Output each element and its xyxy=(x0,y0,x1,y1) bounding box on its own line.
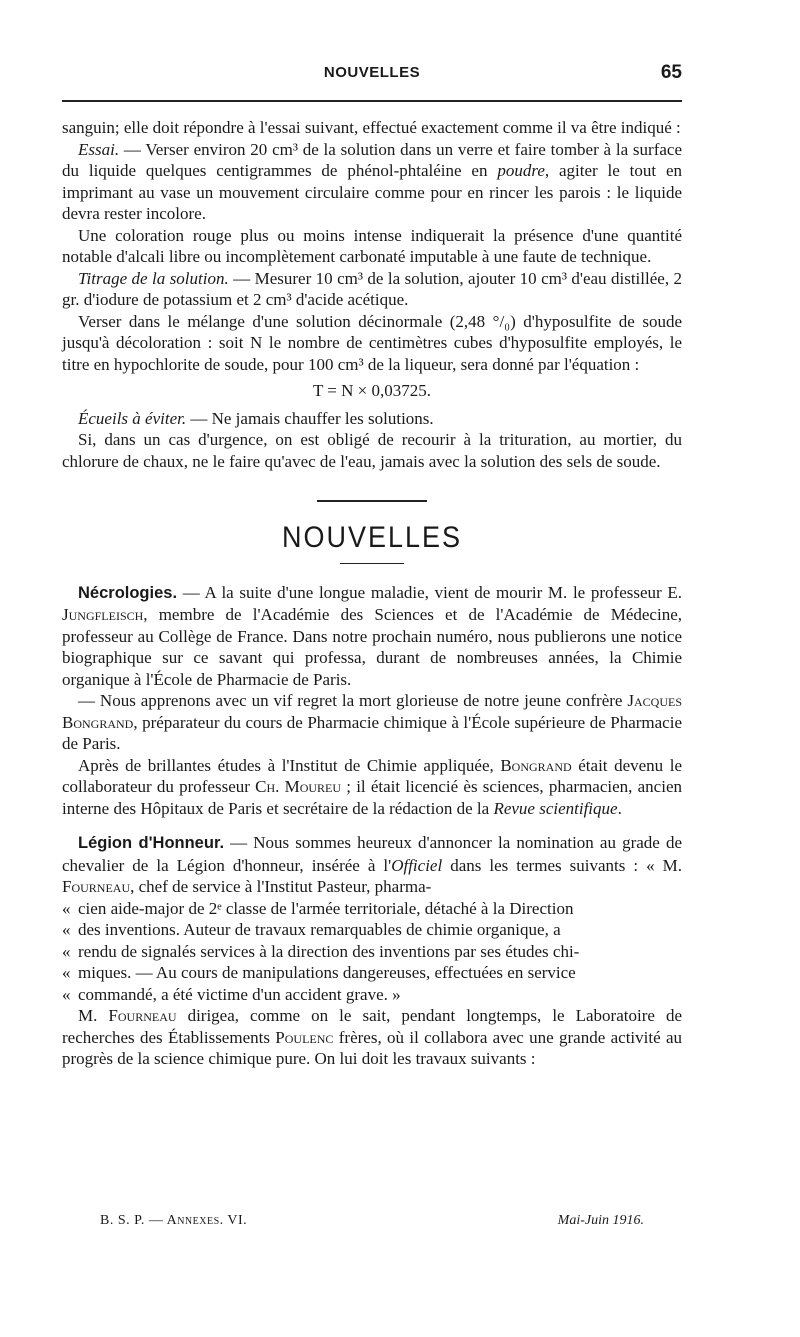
person-name: Jungfleisch xyxy=(62,605,144,625)
essai-text: — Verser environ 20 cm³ de la solution dans un verre et faire tomber à la surface du liquide quelques centigrammes de phénol-phtaléine en xyxy=(62,139,682,180)
quote-mark: « xyxy=(62,920,71,940)
section-separator xyxy=(317,500,427,502)
ecueils-label: Écueils à éviter. xyxy=(78,408,187,428)
coloration-paragraph: Une coloration rouge plus ou moins intense indiquerait la présence d'une quantité notable d'alcali libre ou incomplètement carbonaté imputable à une faute de technique. xyxy=(62,225,682,266)
person-name: Bongrand xyxy=(500,755,572,775)
header-rule xyxy=(62,100,682,102)
quote-text: commandé, a été victime d'un accident grave. » xyxy=(78,984,401,1004)
quote-line xyxy=(62,898,682,920)
bongrand-paragraph xyxy=(62,690,682,755)
fourneau-text: M. xyxy=(78,1006,109,1026)
quote-mark: « xyxy=(62,963,71,983)
quote-text: miques. — Au cours de manipulations dangereuses, effectuées en service xyxy=(78,963,576,983)
continuation-paragraph: sanguin; elle doit répondre à l'essai suivant, effectué exactement comme il va être indiqué : xyxy=(62,118,681,137)
quote-mark: « xyxy=(62,984,71,1004)
necrologies-paragraph xyxy=(62,582,682,691)
ecueils-paragraph xyxy=(62,408,682,430)
necrologies-text: — A la suite d'une longue maladie, vient de mourir M. le professeur E. xyxy=(177,582,682,602)
legion-paragraph xyxy=(62,832,682,898)
essai-paragraph xyxy=(62,139,682,225)
essai-label: Essai. xyxy=(78,139,120,159)
page-number: 65 xyxy=(660,62,682,83)
officiel-title: Officiel xyxy=(391,855,443,875)
etudes-text-mid2: ; il était licencié ès sciences, pharmacien, ancien interne des Hôpitaux de Paris et secrétaire de la rédaction de la xyxy=(62,777,682,818)
quote-text: des inventions. Auteur de travaux remarquables de chimie organique, a xyxy=(78,920,561,940)
legion-text-mid: dans les termes suivants : « M. xyxy=(442,855,682,875)
person-name: Ch. Moureu xyxy=(255,777,342,797)
etudes-text: Après de brillantes études à l'Institut de Chimie appliquée, xyxy=(78,755,501,775)
legion-lead: Légion d'Honneur. xyxy=(78,834,225,853)
person-name: Fourneau xyxy=(108,1006,177,1026)
equation: T = N × 0,03725. xyxy=(312,381,432,400)
fourneau-text-end: frères, où il collabora avec une grande activité au progrès de la science chimique pure. On lui doit les travaux suivants : xyxy=(62,1027,683,1069)
footer-right: Mai-Juin 1916. xyxy=(557,1213,644,1228)
essai-italic: poudre xyxy=(497,161,545,180)
necrologies-lead: Nécrologies. xyxy=(78,583,178,602)
bongrand-text-end: , préparateur du cours de Pharmacie chimique à l'École supérieure de Pharmacie de Paris. xyxy=(62,712,682,754)
fourneau-paragraph xyxy=(62,1005,682,1070)
page-footer xyxy=(62,1213,682,1233)
quote-text: cien aide-major de 2ᵉ classe de l'armée territoriale, détaché à la Direction xyxy=(78,898,574,918)
company-name: Poulenc xyxy=(275,1027,334,1047)
quote-line xyxy=(62,984,682,1006)
etudes-text-end: . xyxy=(617,798,622,818)
quote-text: rendu de signalés services à la direction des inventions par ses études chi- xyxy=(78,941,580,961)
titrage-paragraph xyxy=(62,268,682,311)
titrage-label: Titrage de la solution. xyxy=(78,268,229,288)
bongrand-text: — Nous apprenons avec un vif regret la mort glorieuse de notre jeune confrère xyxy=(78,691,628,711)
quote-line xyxy=(62,962,682,984)
fourneau-text-mid: dirigea, comme on le sait, pendant longtemps, le Laboratoire de recherches des Établissements xyxy=(62,1006,682,1047)
ecueils-text: — Ne jamais chauffer les solutions. xyxy=(186,408,434,428)
legion-text: — Nous sommes heureux d'annoncer la nomination au grade de chevalier de la Légion d'honneur, insérée à l' xyxy=(62,833,683,875)
person-name: Jacques Bongrand xyxy=(62,691,682,732)
quote-line xyxy=(62,919,682,941)
title-rule xyxy=(340,563,404,564)
revue-title: Revue scientifique xyxy=(493,798,618,818)
legion-text-end: , chef de service à l'Institut Pasteur, pharma- xyxy=(130,877,432,897)
section-title: NOUVELLES xyxy=(281,519,463,553)
spacer xyxy=(62,819,682,832)
etudes-paragraph xyxy=(62,755,682,820)
quote-mark: « xyxy=(62,898,71,918)
quote-mark: « xyxy=(62,941,71,961)
running-title: NOUVELLES xyxy=(323,64,421,81)
person-name: Fourneau xyxy=(62,877,131,897)
urgence-paragraph: Si, dans un cas d'urgence, on est obligé de recourir à la trituration, au mortier, du chlorure de chaux, ne le faire qu'avec de l'eau, jamais avec la solution des sels de soude. xyxy=(62,430,682,471)
necrologies-text-end: , membre de l'Académie des Sciences et de l'Académie de Médecine, professeur au Collège de France. Dans notre prochain numéro, nous publierons une notice biographique sur ce savant qui professa, durant de nombreuses années, la Chimie organique à l'École de Pharmacie de Paris. xyxy=(62,605,682,689)
verser-paragraph: Verser dans le mélange d'une solution décinormale (2,48 °/₀) d'hyposulfite de soude jusqu'à décoloration : soit N le nombre de centimètres cubes d'hyposulfite employés, le titre en hypochlorite de soude, pour 100 cm³ de la liqueur, sera donné par l'équation : xyxy=(62,311,682,374)
footer-left: B. S. P. — Annexes. VI. xyxy=(100,1213,248,1228)
etudes-text-mid: était devenu le collaborateur du professeur xyxy=(62,755,682,797)
titrage-text: — Mesurer 10 cm³ de la solution, ajouter 10 cm³ d'eau distillée, 2 gr. d'iodure de potassium et 2 cm³ d'acide acétique. xyxy=(62,268,682,309)
running-head xyxy=(62,64,682,84)
essai-text-end: , agiter le tout en imprimant au vase un mouvement circulaire comme pour en rincer les parois : le liquide devra rester incolore. xyxy=(62,161,682,223)
quote-line xyxy=(62,941,682,963)
body-text xyxy=(62,117,682,1070)
